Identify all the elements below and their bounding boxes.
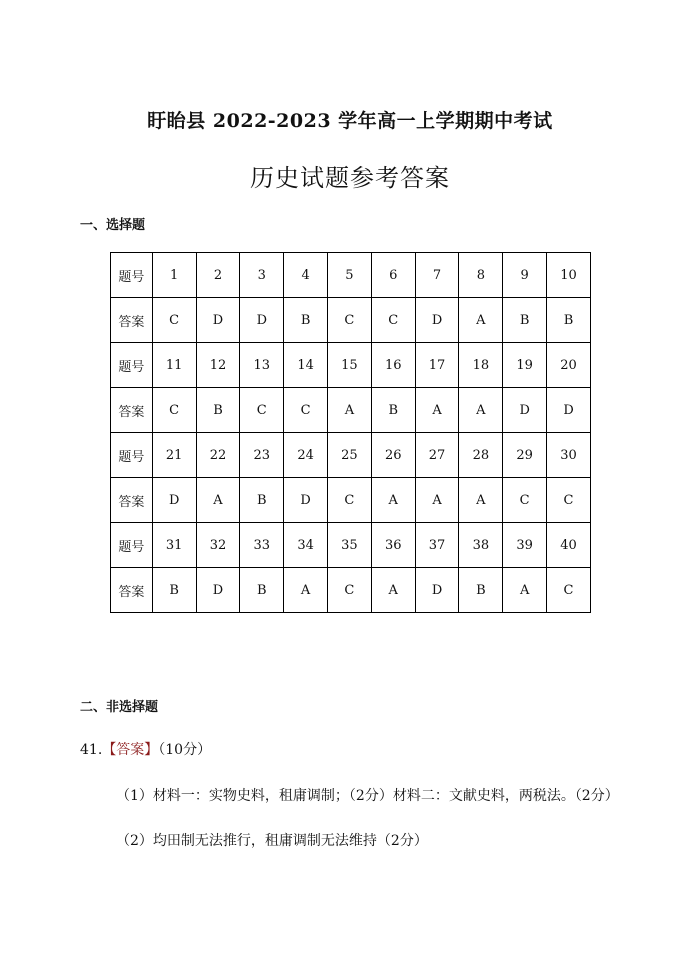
answer-cell: D <box>284 478 328 523</box>
answer-cell: A <box>503 568 547 613</box>
question-number-row <box>111 523 591 568</box>
question-number-cell: 11 <box>152 343 196 388</box>
question-number-cell: 32 <box>196 523 240 568</box>
question-number-cell: 15 <box>328 343 372 388</box>
question-number-cell: 22 <box>196 433 240 478</box>
answer-cell: A <box>328 388 372 433</box>
question-number-cell: 6 <box>371 253 415 298</box>
question-number-cell: 30 <box>547 433 591 478</box>
question-number-cell: 3 <box>240 253 284 298</box>
question-number-row <box>111 433 591 478</box>
question-number-row-label: 题号 <box>111 343 153 388</box>
answer-cell: D <box>240 298 284 343</box>
question-number-cell: 38 <box>459 523 503 568</box>
question-number-cell: 34 <box>284 523 328 568</box>
answer-cell: D <box>152 478 196 523</box>
answer-cell: C <box>503 478 547 523</box>
question-number-row <box>111 253 591 298</box>
question-number-cell: 9 <box>503 253 547 298</box>
answer-cell: A <box>371 478 415 523</box>
question-number-cell: 17 <box>415 343 459 388</box>
answer-cell: A <box>459 478 503 523</box>
question-number-row-label: 题号 <box>111 523 153 568</box>
answer-cell: C <box>547 568 591 613</box>
answer-cell: B <box>196 388 240 433</box>
answer-cell: A <box>196 478 240 523</box>
answer-row <box>111 568 591 613</box>
answer-cell: D <box>547 388 591 433</box>
question-number-cell: 10 <box>547 253 591 298</box>
answer-cell: B <box>284 298 328 343</box>
question-number-row <box>111 343 591 388</box>
answer-row-label: 答案 <box>111 298 153 343</box>
question-number-cell: 39 <box>503 523 547 568</box>
score-text: （10分） <box>158 742 212 758</box>
question-number-cell: 16 <box>371 343 415 388</box>
question-number-cell: 28 <box>459 433 503 478</box>
question-number-cell: 29 <box>503 433 547 478</box>
answer-cell: B <box>240 568 284 613</box>
answer-row-label: 答案 <box>111 388 153 433</box>
answer-row-label: 答案 <box>111 478 153 523</box>
answer-cell: C <box>547 478 591 523</box>
answer-cell: C <box>328 298 372 343</box>
answer-cell: A <box>284 568 328 613</box>
answer-cell: C <box>240 388 284 433</box>
question-41-part-1: （1）材料一：实物史料，租庸调制；（2分）材料二：文献史料，两税法。（2分） <box>116 788 619 804</box>
answer-cell: B <box>152 568 196 613</box>
question-number-cell: 21 <box>152 433 196 478</box>
question-number-cell: 27 <box>415 433 459 478</box>
answer-cell: D <box>415 298 459 343</box>
question-41-header <box>80 739 211 759</box>
question-number-cell: 14 <box>284 343 328 388</box>
answer-cell: C <box>284 388 328 433</box>
answer-cell: D <box>503 388 547 433</box>
answer-cell: C <box>328 478 372 523</box>
question-number-cell: 40 <box>547 523 591 568</box>
answer-cell: D <box>196 298 240 343</box>
answer-cell: B <box>547 298 591 343</box>
answer-cell: A <box>415 478 459 523</box>
question-number-row-label: 题号 <box>111 253 153 298</box>
question-number-cell: 36 <box>371 523 415 568</box>
answer-tag: 【答案】 <box>102 742 159 758</box>
answer-cell: A <box>459 298 503 343</box>
page-title: 盱眙县 2022-2023 学年高一上学期期中考试 <box>147 110 553 132</box>
question-number-row-label: 题号 <box>111 433 153 478</box>
answer-cell: D <box>415 568 459 613</box>
question-number: 41. <box>80 742 103 758</box>
question-number-cell: 13 <box>240 343 284 388</box>
question-number-cell: 7 <box>415 253 459 298</box>
question-number-cell: 26 <box>371 433 415 478</box>
question-number-cell: 37 <box>415 523 459 568</box>
answer-cell: A <box>371 568 415 613</box>
answer-row <box>111 388 591 433</box>
question-number-cell: 35 <box>328 523 372 568</box>
question-number-cell: 18 <box>459 343 503 388</box>
section-heading-nonchoice: 二、非选择题 <box>80 700 159 715</box>
answer-cell: C <box>371 298 415 343</box>
question-number-cell: 19 <box>503 343 547 388</box>
answer-cell: B <box>240 478 284 523</box>
answer-row <box>111 478 591 523</box>
question-number-cell: 20 <box>547 343 591 388</box>
question-number-cell: 1 <box>152 253 196 298</box>
answer-cell: B <box>371 388 415 433</box>
answer-row <box>111 298 591 343</box>
answer-cell: A <box>459 388 503 433</box>
answer-cell: A <box>415 388 459 433</box>
question-number-cell: 8 <box>459 253 503 298</box>
answer-cell: C <box>152 298 196 343</box>
question-number-cell: 25 <box>328 433 372 478</box>
question-number-cell: 2 <box>196 253 240 298</box>
answer-table <box>110 252 591 613</box>
question-number-cell: 4 <box>284 253 328 298</box>
question-number-cell: 31 <box>152 523 196 568</box>
page-subtitle: 历史试题参考答案 <box>250 164 450 192</box>
answer-cell: B <box>459 568 503 613</box>
section-heading-choice: 一、选择题 <box>80 218 146 233</box>
answer-cell: C <box>152 388 196 433</box>
question-number-cell: 5 <box>328 253 372 298</box>
answer-cell: B <box>503 298 547 343</box>
question-number-cell: 24 <box>284 433 328 478</box>
question-41-part-2: （2）均田制无法推行，租庸调制无法维持（2分） <box>116 833 428 849</box>
answer-cell: D <box>196 568 240 613</box>
answer-row-label: 答案 <box>111 568 153 613</box>
question-number-cell: 33 <box>240 523 284 568</box>
question-number-cell: 23 <box>240 433 284 478</box>
answer-cell: C <box>328 568 372 613</box>
question-number-cell: 12 <box>196 343 240 388</box>
